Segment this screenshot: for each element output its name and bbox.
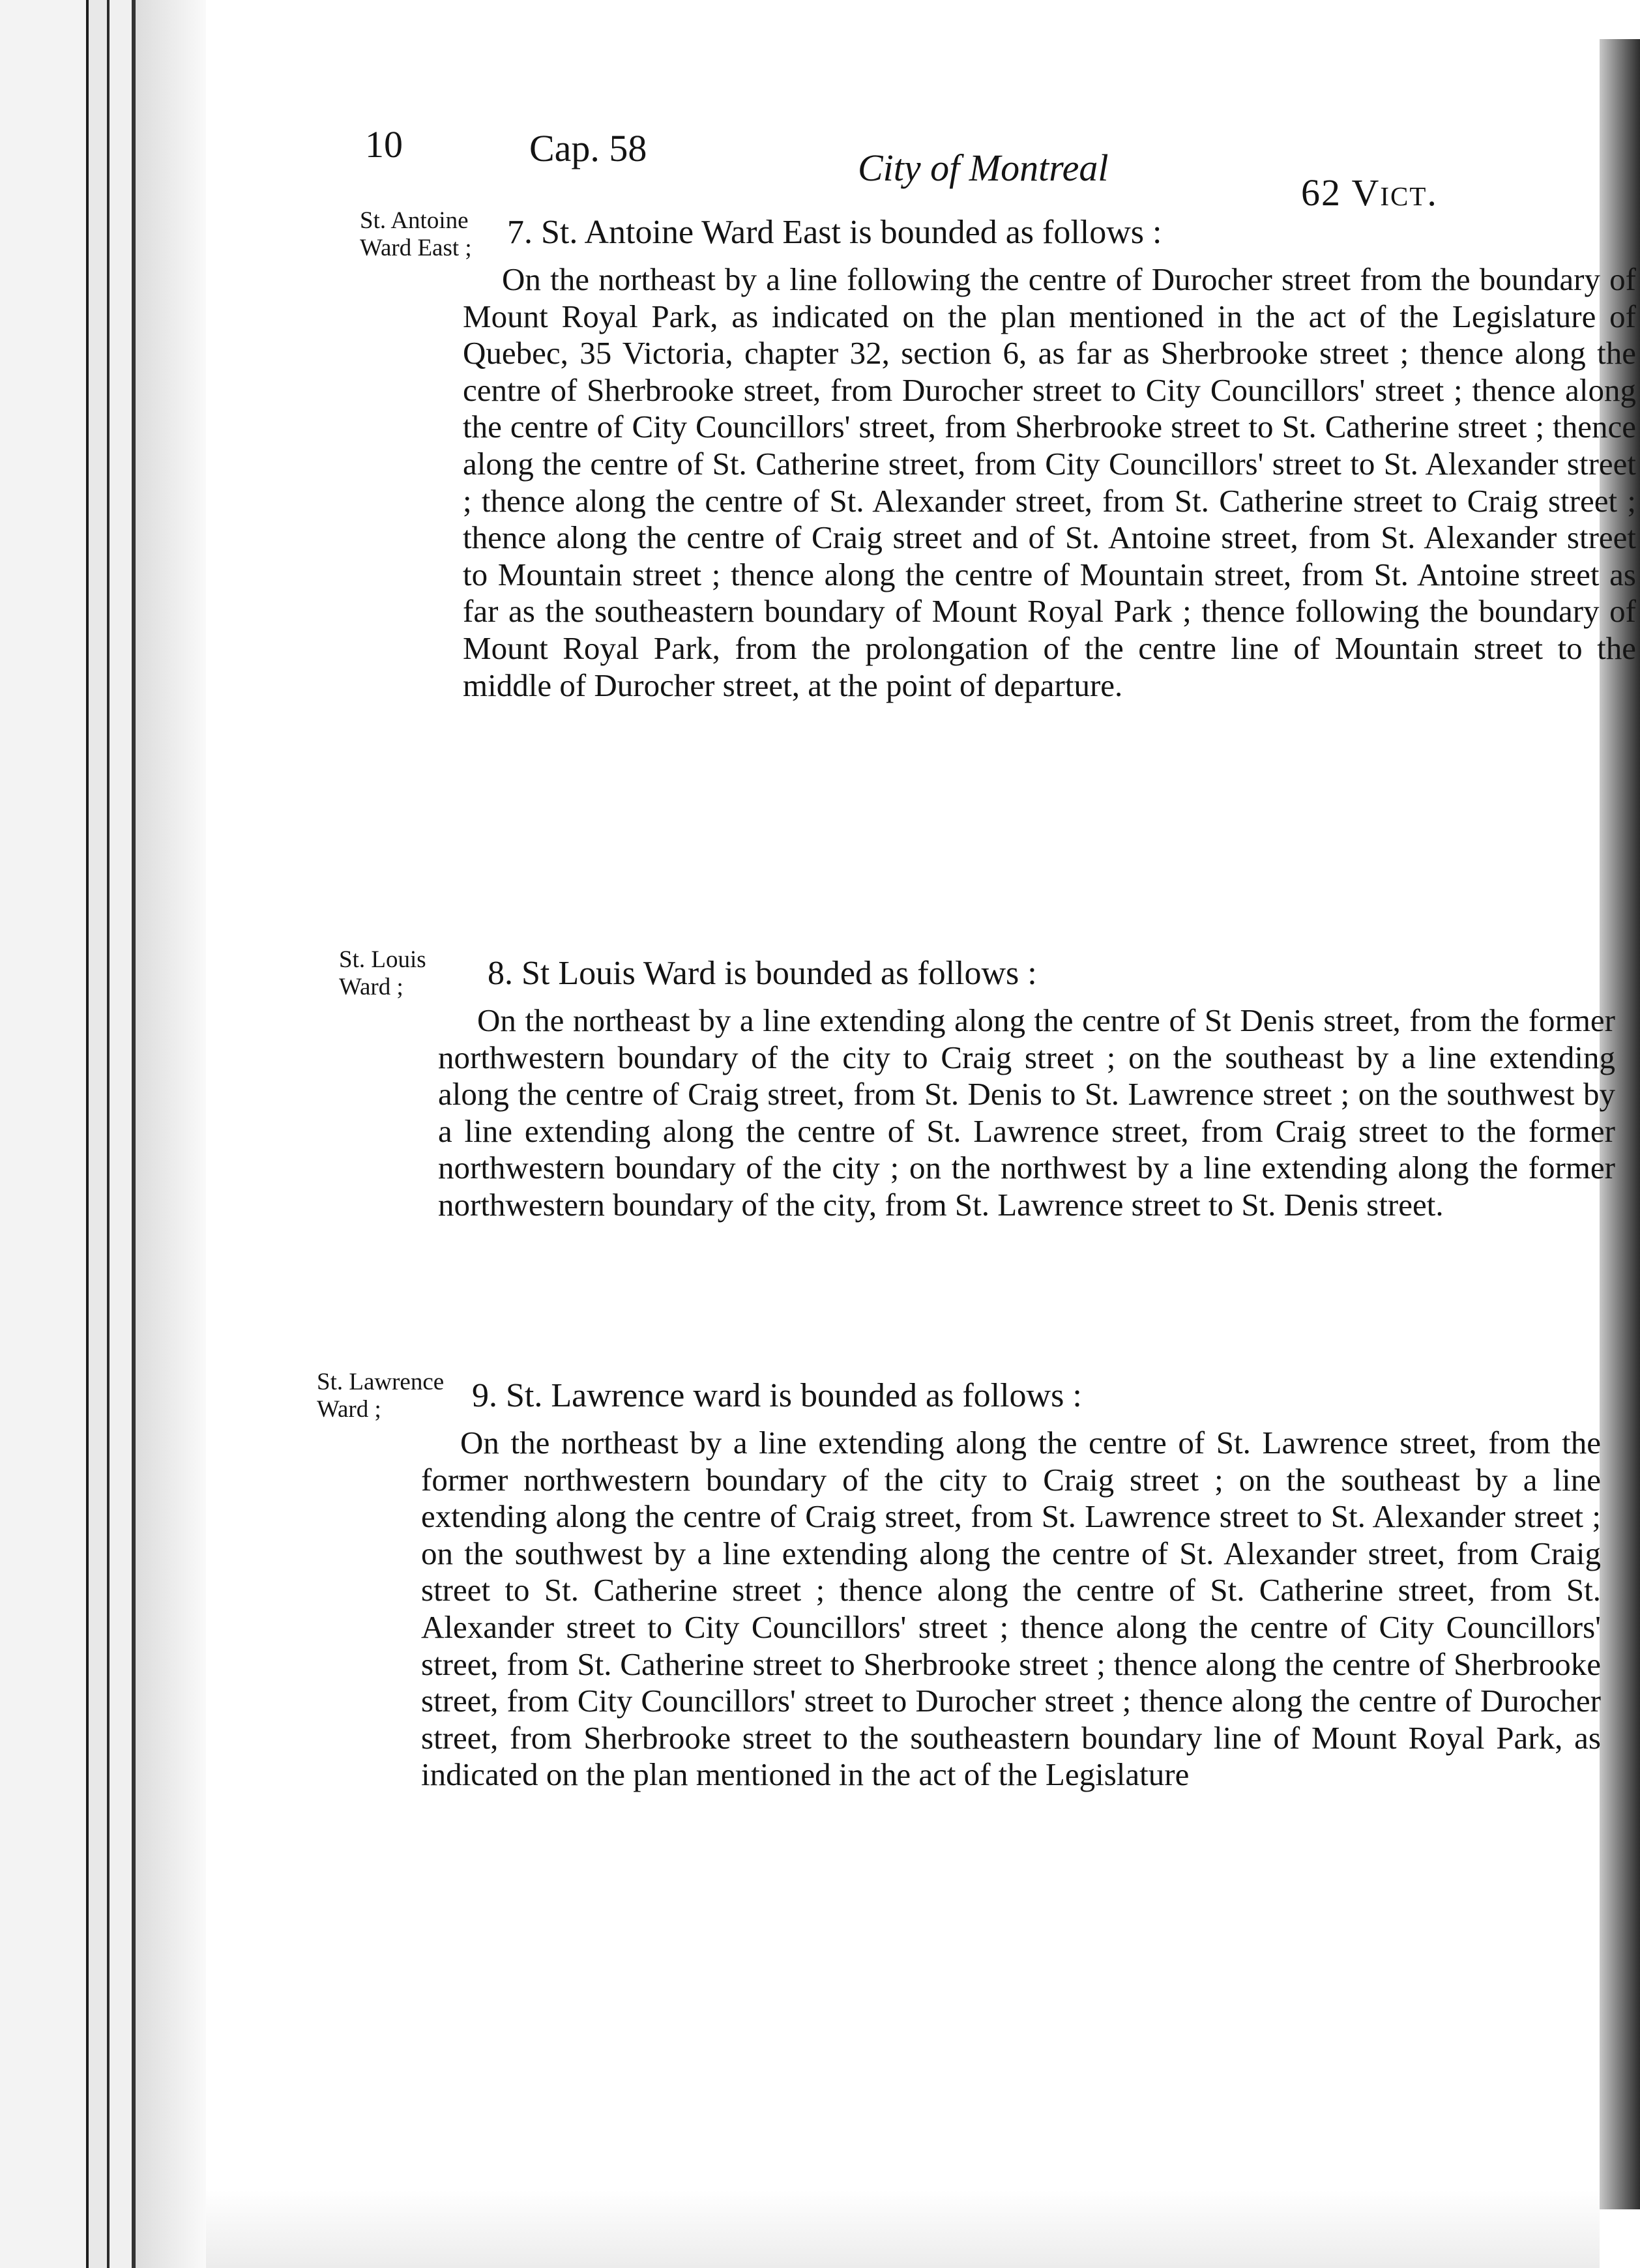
margin-note-st-antoine xyxy=(360,207,472,262)
margin-note-line: Ward ; xyxy=(339,974,403,1000)
section-8 xyxy=(438,953,1615,1224)
margin-note-line: St. Lawrence xyxy=(317,1369,445,1395)
book-edge-inner xyxy=(110,0,136,2268)
section-heading: 7. St. Antoine Ward East is bounded as follows : xyxy=(507,214,1162,251)
book-edge-outer xyxy=(0,0,89,2268)
document-page xyxy=(206,0,1636,2190)
margin-note-st-louis xyxy=(339,946,426,1001)
page-bottom-shadow xyxy=(206,2190,1600,2268)
page-number: 10 xyxy=(365,123,403,166)
book-gutter-shadow xyxy=(136,0,206,2268)
running-header xyxy=(206,123,1600,214)
regnal-year: 62 Vict. xyxy=(1301,171,1438,214)
margin-note-st-lawrence xyxy=(317,1369,444,1423)
section-body: On the northeast by a line extending along the centre of St Denis street, from the former northwestern boundary of the city to Craig street ; on the southeast by a line extending along the centre of Craig street, from St. Denis to St. Lawrence street ; on the southwest by a line extending along the centre of St. Lawrence street, from Craig street to the former northwestern boundary of the city ; on the northwest by a line extending along the former northwestern boundary of the city, from St. Lawrence street to St. Denis street. xyxy=(438,1002,1615,1223)
section-7 xyxy=(463,212,1636,704)
running-title: City of Montreal xyxy=(858,147,1109,189)
margin-note-line: St. Antoine xyxy=(360,207,469,234)
margin-note-line: St. Louis xyxy=(339,946,426,973)
section-body: On the northeast by a line following the centre of Durocher street from the boundary of Mount Royal Park, as indicated on the plan mentioned in the act of the Legislature of Quebec, 35 Victoria, chapter 32, section 6, as far as Sherbrooke street ; thence along the centre of Sherbrooke street, from Durocher street to City Councillors' street ; thence along the centre of City Councillors' street, from Sherbrooke street to St. Catherine street ; thence along the centre of St. Catherine street, from City Councillors' street to St. Alexander street ; thence along the centre of St. Alexander street, from St. Catherine street to Craig street ; thence along the centre of Craig street and of St. Antoine street, from St. Alexander street to Mountain street ; thence along the centre of Mountain street, from St. Antoine street as far as the southeastern boundary of Mount Royal Park ; thence following the boundary of Mount Royal Park, from the prolongation of the centre line of Mountain street to the middle of Durocher street, at the point of departure. xyxy=(463,261,1636,703)
book-edge-pages xyxy=(89,0,110,2268)
chapter-label: Cap. 58 xyxy=(529,127,647,169)
section-9 xyxy=(421,1375,1601,1794)
margin-note-line: Ward East ; xyxy=(360,235,472,261)
margin-note-line: Ward ; xyxy=(317,1396,381,1423)
section-heading: 9. St. Lawrence ward is bounded as follows : xyxy=(472,1377,1082,1414)
section-body: On the northeast by a line extending along the centre of St. Lawrence street, from the former northwestern boundary of the city to Craig street ; on the southeast by a line extending along the centre of Craig street, from St. Lawrence street to St. Alexander street ; on the southwest by a line extending along the centre of St. Alexander street, from Craig street to St. Catherine street ; thence along the centre of St. Catherine street, from St. Alexander street to City Councillors' street ; thence along the centre of City Councillors' street, from St. Catherine street to Sherbrooke street ; thence along the centre of Sherbrooke street, from City Councillors' street to Durocher street ; thence along the centre of Durocher street, from Sherbrooke street to the southeastern boundary line of Mount Royal Park, as indicated on the plan mentioned in the act of the Legislature xyxy=(421,1425,1601,1793)
section-heading: 8. St Louis Ward is bounded as follows : xyxy=(488,955,1037,992)
